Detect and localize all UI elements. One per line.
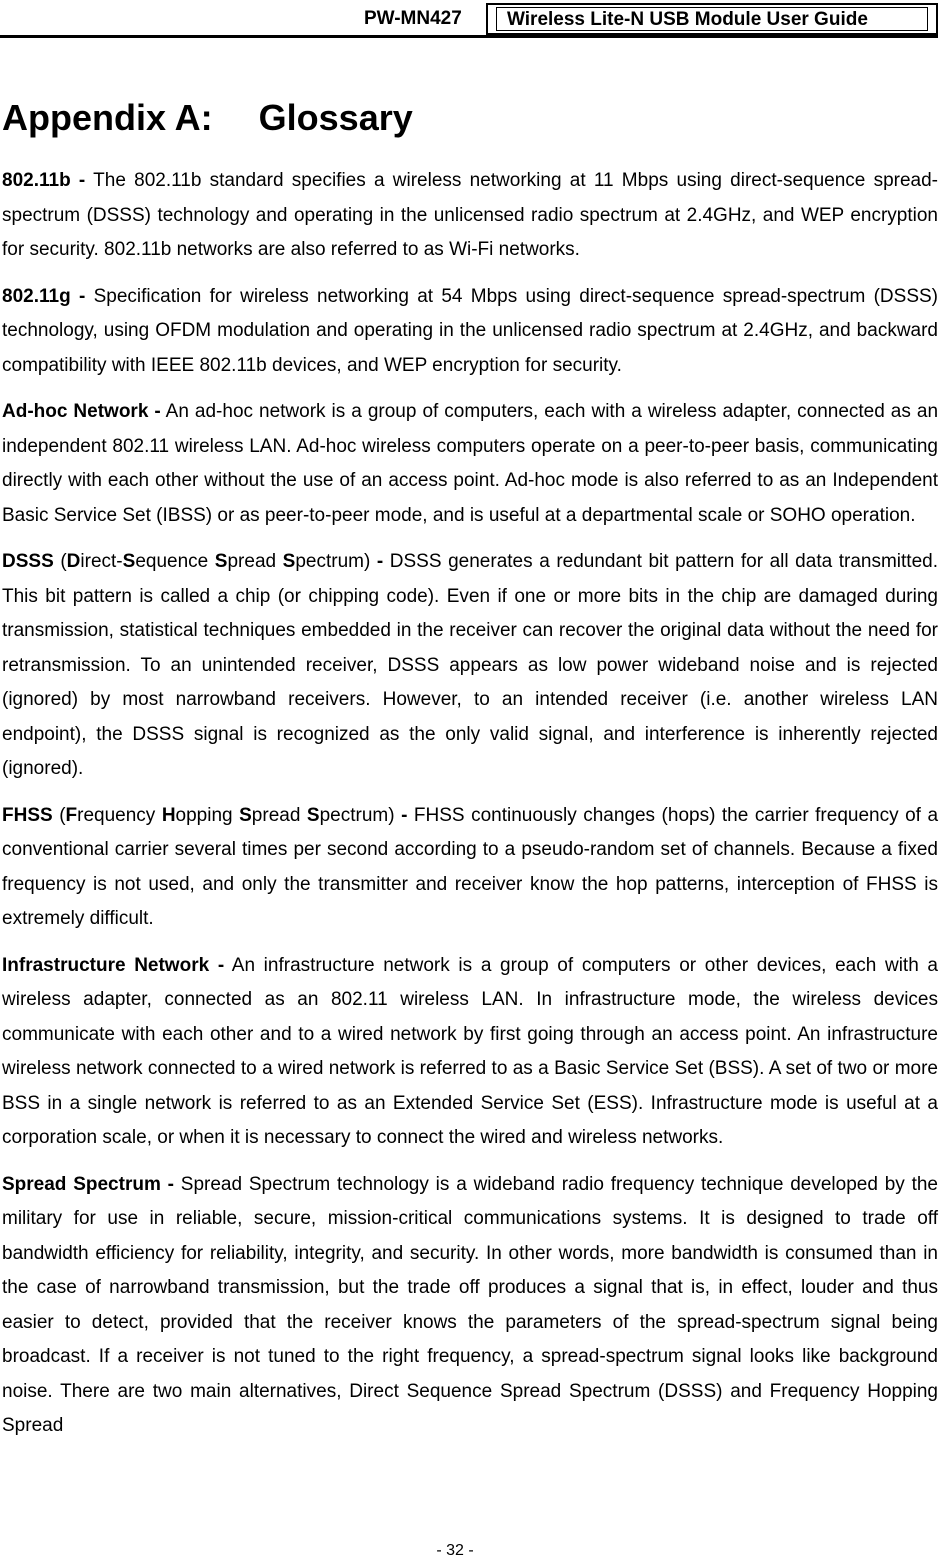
expansion-initial: S: [214, 551, 228, 572]
expansion-initial: S: [122, 551, 136, 572]
glossary-entry-adhoc: [2, 395, 938, 533]
expansion-rest: pread: [251, 804, 307, 826]
glossary-entry-80211b: [2, 164, 938, 268]
glossary-entry-infrastructure: [2, 949, 938, 1156]
term-dash: -: [401, 804, 408, 826]
expansion-rest: requency: [77, 804, 162, 826]
model-number: PW-MN427: [364, 8, 462, 29]
expansion-rest: irect-: [80, 551, 123, 572]
guide-title-box: [486, 3, 938, 35]
glossary-definition: Spread Spectrum technology is a wideband radio frequency technique developed by the military for use in reliable, secure, mission-critical communications systems. It is designed to trade off bandwidth efficiency for reliability, integrity, and security. In other words, more bandwidth is consumed than in the case of narrowband transmission, but the trade off produces a signal that is, in effect, louder and thus easier to detect, provided that the receiver knows the parameters of the spread-spectrum signal being broadcast. If a receiver is not tuned to the right frequency, a spread-spectrum signal looks like background noise. There are two main alternatives, Direct Sequence Spread Spectrum (DSSS) and Frequency Hopping Spread: [2, 1173, 938, 1436]
expansion-initial: D: [66, 551, 81, 572]
glossary-entry-fhss: FHSS (Frequency Hopping Spread Spectrum) - FHSS continuously changes (hops) the carrier frequency of a conventional carrier several times per second according to a pseudo-random set of channels. Because a fixed frequency is not used, and only the transmitter and receiver know the hop patterns, interception of FHSS is extremely difficult.: [2, 804, 939, 929]
glossary-definition: DSSS generates a redundant bit pattern for all data transmitted. This bit pattern is called a chip (or chipping code). Even if one or more bits in the chip are damaged during transmission, statistical techniques embedded in the receiver can recover the original data without the need for retransmission. To an unintended receiver, DSSS appears as low power wideband noise and is rejected (ignored) by most narrowband receivers. However, to an intended receiver (i.e. another wireless LAN endpoint), the DSSS signal is recognized as the only valid signal, and interference is inherently rejected (ignored).: [2, 551, 938, 779]
glossary-content: [2, 164, 938, 1456]
expansion-initial: F: [65, 804, 78, 826]
glossary-entry-dsss: DSSS (Direct-Sequence Spread Spectrum) - DSSS generates a redundant bit pattern for all data transmitted. This bit pattern is called a chip (or chipping code). Even if one or more bits in the chip are damaged during transmission, statistical techniques embedded in the receiver can recover the original data without the need for retransmission. To an unintended receiver, DSSS appears as low power wideband noise and is rejected (ignored) by most narrowband receivers. However, to an intended receiver (i.e. another wireless LAN endpoint), the DSSS signal is recognized as the only valid signal, and interference is inherently rejected (ignored).: [2, 551, 938, 779]
expansion-rest: pread: [227, 551, 283, 572]
guide-title: Wireless Lite-N USB Module User Guide: [496, 7, 928, 31]
glossary-definition: FHSS continuously changes (hops) the carrier frequency of a conventional carrier several times per second according to a pseudo-random set of channels. Because a fixed frequency is not used, and only the transmitter and receiver know the hop patterns, interception of FHSS is extremely difficult.: [2, 804, 939, 929]
expansion-initial: S: [239, 804, 252, 826]
expansion-rest: pectrum: [295, 551, 364, 572]
glossary-definition: The 802.11b standard specifies a wireless networking at 11 Mbps using direct-sequence spread-spectrum (DSSS) technology and operating in the unlicensed radio spectrum at 2.4GHz, and WEP encryption for security. 802.11b networks are also referred to as Wi-Fi networks.: [2, 170, 939, 260]
page-header: [0, 0, 940, 38]
glossary-entry-spread-spectrum: [2, 1168, 938, 1444]
expansion-initial: H: [161, 804, 176, 826]
term-dash: -: [376, 551, 384, 572]
glossary-term: 802.11g -: [2, 285, 86, 307]
glossary-definition: An infrastructure network is a group of computers or other devices, each with a wireless adapter, connected as an 802.11 wireless LAN. In infrastructure mode, the wireless devices communicate with each other and to a wired network by first going through an access point. An infrastructure wireless network connected to a wired network is referred to as a Basic Service Set (BSS). A set of two or more BSS in a single network is referred to as an Extended Service Set (ESS). Infrastructure mode is useful at a corporation scale, or when it is necessary to connect the wired and wireless networks.: [2, 954, 938, 1148]
glossary-term: FHSS: [2, 804, 53, 826]
glossary-term: DSSS: [2, 551, 54, 572]
expansion-initial: S: [282, 551, 296, 572]
page-number: - 32 -: [436, 1542, 474, 1559]
glossary-entry-80211g: [2, 280, 938, 384]
glossary-definition: Specification for wireless networking at 54 Mbps using direct-sequence spread-spectrum (DSSS) technology, using OFDM modulation and operating in the unlicensed radio spectrum at 2.4GHz, and backward compatibility with IEEE 802.11b devices, and WEP encryption for security.: [2, 285, 938, 376]
glossary-term: Ad-hoc Network -: [2, 401, 161, 422]
expansion-rest: equence: [135, 551, 215, 572]
appendix-name: Glossary: [258, 97, 413, 138]
expansion-rest: opping: [175, 804, 240, 826]
glossary-definition: An ad-hoc network is a group of computers, each with a wireless adapter, connected as an independent 802.11 wireless LAN. Ad-hoc wireless computers operate on a peer-to-peer basis, communicating directly with each other without the use of an access point. Ad-hoc mode is also referred to as an Independent Basic Service Set (IBSS) or as peer-to-peer mode, and is useful at a departmental scale or SOHO operation.: [2, 401, 939, 526]
glossary-term: Spread Spectrum -: [2, 1173, 174, 1195]
header-rule: [0, 35, 938, 38]
expansion-rest: pectrum: [319, 804, 389, 826]
glossary-term: Infrastructure Network -: [2, 954, 225, 976]
glossary-term: 802.11b -: [2, 170, 86, 191]
page-title: [2, 96, 413, 140]
expansion-initial: S: [306, 804, 320, 826]
appendix-label: Appendix A:: [2, 97, 213, 138]
